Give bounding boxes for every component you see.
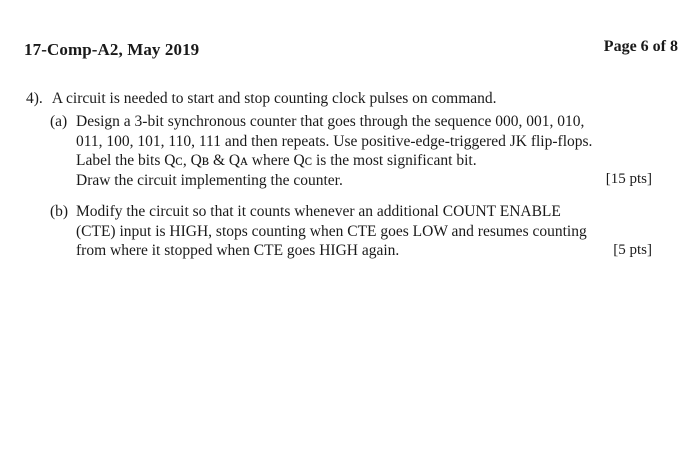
question-part-a <box>50 112 650 190</box>
part-a-points: [15 pts] <box>605 171 652 187</box>
question-intro <box>26 90 497 108</box>
part-a-text: Design a 3-bit synchronous counter that goes through the sequence 000, 001, 010, 011, 100, 101, 110, 111 and then repeats. Use positive-edge-triggered JK flip-flops. Label the bits Qᴄ, Qʙ & Qᴀ where Qᴄ is the most significant bit. Draw the circuit implementing the counter. <box>76 113 593 189</box>
question-part-b <box>50 202 650 261</box>
part-b-label: (b) <box>50 203 69 220</box>
question-number: 4). <box>26 90 43 107</box>
question-intro-text: A circuit is needed to start and stop counting clock pulses on command. <box>51 90 497 107</box>
part-a-label: (a) <box>50 113 68 130</box>
exam-code-header: 17-Comp-A2, May 2019 <box>24 40 200 59</box>
page-number: Page 6 of 8 <box>603 38 678 55</box>
part-b-points: [5 pts] <box>613 242 652 258</box>
part-b-text: Modify the circuit so that it counts whenever an additional COUNT ENABLE (CTE) input is HIGH, stops counting when CTE goes LOW and resumes counting from where it stopped when CTE goes HIGH again. <box>76 203 587 259</box>
